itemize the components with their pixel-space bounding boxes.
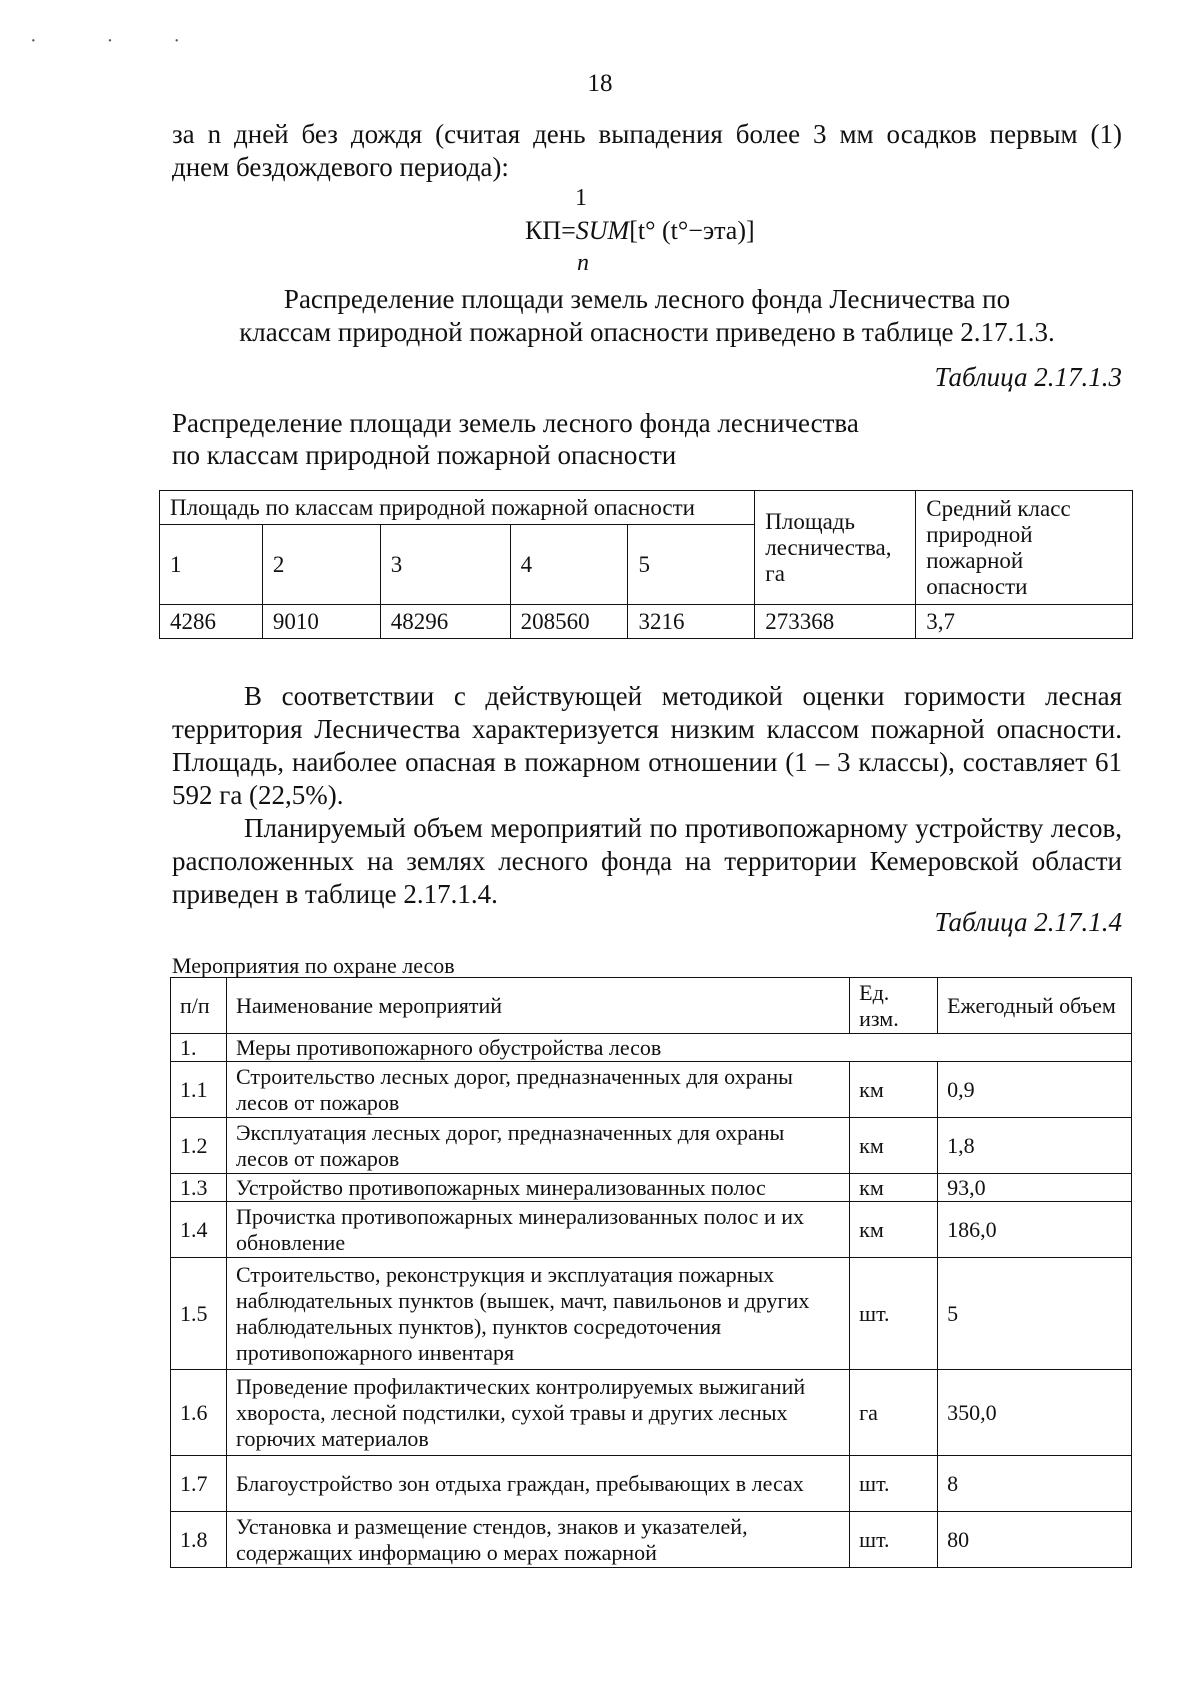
row-num: 1.2	[171, 1118, 227, 1174]
table-row	[171, 1258, 1132, 1370]
table1-value: 4286	[160, 605, 263, 639]
formula-func: SUM	[575, 216, 630, 245]
formula-body: [t° (t°−эта)]	[629, 216, 755, 245]
table2-label: Таблица 2.17.1.4	[934, 907, 1122, 937]
table1-col-area: Площадь лесничества, га	[755, 491, 916, 605]
table1-class-1: 1	[160, 525, 263, 605]
table1-class-2: 2	[262, 525, 380, 605]
paragraph-planned-measures: Планируемый объем мероприятий по противопожарному устройству лесов, расположенных на землях лесного фонда на территории Кемеровской области приведен в таблице 2.17.1.4.	[172, 813, 1122, 909]
table2-caption: Мероприятия по охране лесов	[172, 953, 455, 978]
row-name: Установка и размещение стендов, знаков и указателей, содержащих информацию о мерах пожарной	[226, 1512, 849, 1568]
table2-header-num: п/п	[171, 978, 227, 1034]
row-num: 1.8	[171, 1512, 227, 1568]
row-num: 1.3	[171, 1174, 227, 1202]
row-volume: 8	[938, 1456, 1132, 1512]
row-unit: км	[850, 1202, 938, 1258]
row-unit: шт.	[850, 1258, 938, 1370]
table-row	[171, 1062, 1132, 1118]
formula-numerator: 1	[575, 185, 587, 211]
table-row	[171, 1174, 1132, 1202]
row-volume: 5	[938, 1258, 1132, 1370]
page-number: 18	[587, 70, 613, 97]
table1-value: 48296	[380, 605, 510, 639]
row-name: Строительство лесных дорог, предназначенных для охраны лесов от пожаров	[226, 1062, 849, 1118]
table1-class-5: 5	[628, 525, 755, 605]
table1-area-value: 273368	[755, 605, 916, 639]
table-row	[171, 1512, 1132, 1568]
table-row	[171, 1456, 1132, 1512]
table-row	[171, 1118, 1132, 1174]
distribution-heading-line-1: Распределение площади земель лесного фонда Лесничества по	[283, 284, 1011, 314]
table2-section-name: Меры противопожарного обустройства лесов	[226, 1034, 1131, 1062]
row-name: Прочистка противопожарных минерализованных полос и их обновление	[226, 1202, 849, 1258]
row-num: 1.7	[171, 1456, 227, 1512]
table1-title-line-1: Распределение площади земель лесного фонда лесничества	[172, 408, 859, 438]
fire-class-table	[159, 490, 1133, 639]
intro-line-2: днем бездождевого периода):	[172, 152, 509, 182]
table1-class-3: 3	[380, 525, 510, 605]
row-unit: км	[850, 1062, 938, 1118]
scan-speck: · · ·	[30, 30, 180, 52]
distribution-heading-line-2: классам природной пожарной опасности приведено в таблице 2.17.1.3.	[239, 317, 1055, 347]
table1-col-avg: Средний класс природной пожарной опасности	[916, 491, 1133, 605]
row-volume: 1,8	[938, 1118, 1132, 1174]
row-num: 1.1	[171, 1062, 227, 1118]
paragraph-fire-danger: В соответствии с действующей методикой оценки горимости лесная территория Лесничества характеризуется низким классом пожарной опасности. Площадь, наиболее опасная в пожарном отношении (1 – 3 классы), составляет 61 592 га (22,5%).	[172, 681, 1122, 810]
row-name: Строительство, реконструкция и эксплуатация пожарных наблюдательных пунктов (вышек, мачт, павильонов и других наблюдательных пунктов), пунктов сосредоточения противопожарного инвентаря	[226, 1258, 849, 1370]
table2-header-volume: Ежегодный объем	[938, 978, 1132, 1034]
forest-protection-table	[170, 977, 1132, 1568]
row-volume: 80	[938, 1512, 1132, 1568]
formula-expression	[525, 216, 755, 246]
row-unit: шт.	[850, 1512, 938, 1568]
table-row	[171, 1202, 1132, 1258]
table1-title-line-2: по классам природной пожарной опасности	[172, 440, 677, 470]
row-volume: 93,0	[938, 1174, 1132, 1202]
row-name: Эксплуатация лесных дорог, предназначенных для охраны лесов от пожаров	[226, 1118, 849, 1174]
row-name: Благоустройство зон отдыха граждан, пребывающих в лесах	[226, 1456, 849, 1512]
row-unit: км	[850, 1174, 938, 1202]
formula-denominator: n	[577, 250, 589, 276]
table2-section-num: 1.	[171, 1034, 227, 1062]
table1-label: Таблица 2.17.1.3	[934, 362, 1122, 392]
row-volume: 0,9	[938, 1062, 1132, 1118]
formula-lhs: КП=	[525, 216, 576, 245]
row-volume: 350,0	[938, 1370, 1132, 1456]
table1-value: 208560	[510, 605, 628, 639]
row-unit: км	[850, 1118, 938, 1174]
table2-header-name: Наименование мероприятий	[226, 978, 849, 1034]
table1-value: 9010	[262, 605, 380, 639]
row-num: 1.6	[171, 1370, 227, 1456]
table1-class-4: 4	[510, 525, 628, 605]
row-name: Устройство противопожарных минерализованных полос	[226, 1174, 849, 1202]
table1-avg-value: 3,7	[916, 605, 1133, 639]
row-volume: 186,0	[938, 1202, 1132, 1258]
row-unit: шт.	[850, 1456, 938, 1512]
table-row	[171, 1370, 1132, 1456]
row-unit: га	[850, 1370, 938, 1456]
table2-header-unit: Ед. изм.	[850, 978, 938, 1034]
table1-group-header: Площадь по классам природной пожарной опасности	[160, 491, 755, 525]
row-num: 1.5	[171, 1258, 227, 1370]
table1-value: 3216	[628, 605, 755, 639]
intro-line-1: за n дней без дождя (считая день выпадения более 3 мм осадков первым (1)	[172, 119, 1122, 149]
row-num: 1.4	[171, 1202, 227, 1258]
row-name: Проведение профилактических контролируемых выжиганий хвороста, лесной подстилки, сухой травы и других лесных горючих материалов	[226, 1370, 849, 1456]
